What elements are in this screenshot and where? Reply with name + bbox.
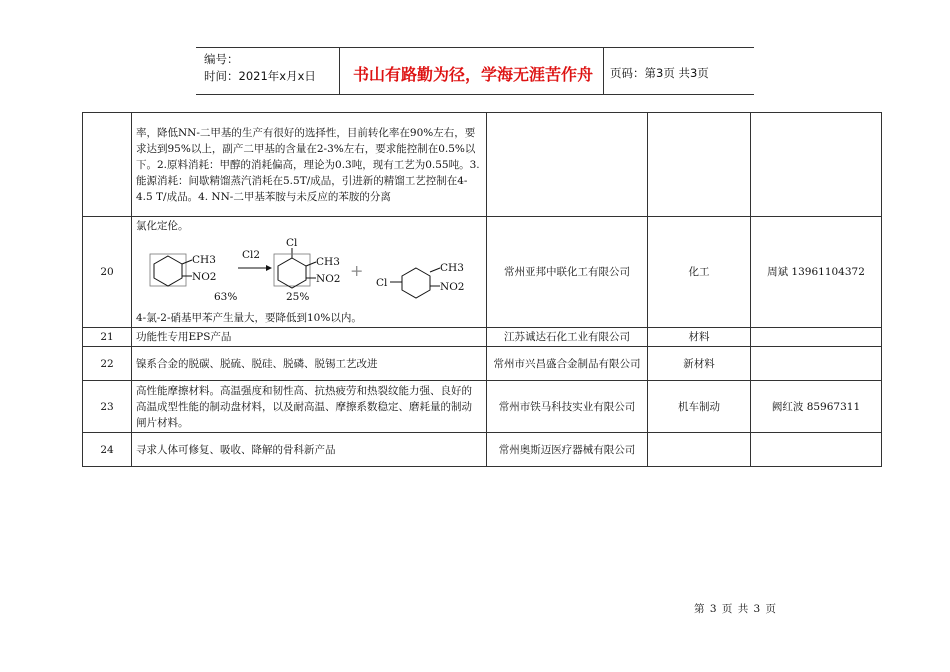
row-company: 常州市铁马科技实业有限公司 <box>487 381 648 433</box>
row-contact: 阙红波 85967311 <box>751 381 882 433</box>
row-industry <box>648 113 751 217</box>
time-label: 时间：2021年x月x日 <box>204 69 316 83</box>
benzene-ring <box>154 256 182 286</box>
row-industry: 化工 <box>648 217 751 328</box>
cl-label: Cl <box>286 237 298 249</box>
no2-label: NO2 <box>192 271 217 283</box>
table-row <box>83 113 882 217</box>
reaction-scheme <box>136 236 482 308</box>
header-page-info: 页码：第3页 共3页 <box>610 66 709 80</box>
row-number: 24 <box>83 433 132 467</box>
row-company: 常州奥斯迈医疗器械有限公司 <box>487 433 648 467</box>
document-header <box>196 47 754 95</box>
table-row <box>83 433 882 467</box>
row-contact <box>751 433 882 467</box>
yield-63: 63% <box>214 291 238 303</box>
table-row <box>83 328 882 347</box>
row-contact <box>751 328 882 347</box>
row-industry <box>648 433 751 467</box>
row-industry: 新材料 <box>648 347 751 381</box>
table-row <box>83 381 882 433</box>
row-company <box>487 113 648 217</box>
page-footer: 第 3 页 共 3 页 <box>694 603 778 615</box>
benzene-ring <box>278 258 306 288</box>
row-contact <box>751 347 882 381</box>
no2-label: NO2 <box>316 273 341 285</box>
number-label: 编号： <box>204 52 239 66</box>
row-industry: 材料 <box>648 328 751 347</box>
row-industry: 机车制动 <box>648 381 751 433</box>
row-company: 常州亚邦中联化工有限公司 <box>487 217 648 328</box>
header-meta <box>204 51 316 85</box>
reactant-frame <box>150 254 186 286</box>
ch3-label: CH3 <box>440 262 464 274</box>
row-description: 寻求人体可修复、吸收、降解的骨科新产品 <box>132 433 487 467</box>
yield-25: 25% <box>286 291 310 303</box>
row-description: 功能性专用EPS产品 <box>132 328 487 347</box>
row-description <box>132 217 487 328</box>
row-number: 20 <box>83 217 132 328</box>
row-contact: 周斌 13961104372 <box>751 217 882 328</box>
ch3-label: CH3 <box>316 256 340 268</box>
row-description: 高性能摩擦材料。高温强度和韧性高、抗热疲劳和热裂纹能力强、良好的高温成型性能的制动盘材料，以及耐高温、摩擦系数稳定、磨耗量的制动闸片材料。 <box>132 381 487 433</box>
row-number: 21 <box>83 328 132 347</box>
row-number: 23 <box>83 381 132 433</box>
table-row <box>83 217 882 328</box>
row-number: 22 <box>83 347 132 381</box>
cl-label: Cl <box>376 277 388 289</box>
row-description: 率，降低NN-二甲基的生产有很好的选择性，目前转化率在90%左右，要求达到95%以上，副产二甲基的含量在2-3%左右，要求能控制在0.5%以下。2.原料消耗：甲醇的消耗偏高，理论为0.3吨，现有工艺为0.55吨。3.能源消耗：间歇精馏蒸汽消耗在5.5T/成品，引进新的精馏工艺控制在4-4.5 T/成品。4. NN-二甲基苯胺与未反应的苯胺的分离 <box>132 113 487 217</box>
reaction-intro: 氯化定伦。 <box>136 220 189 232</box>
ch3-label: CH3 <box>192 254 216 266</box>
header-motto: 书山有路勤为径，学海无涯苦作舟 <box>352 65 593 84</box>
row-company: 常州市兴昌盛合金制品有限公司 <box>487 347 648 381</box>
reaction-note: 4-氯-2-硝基甲苯产生量大，要降低到10%以内。 <box>136 312 362 324</box>
header-divider <box>339 48 340 94</box>
plus-sign: + <box>350 261 364 280</box>
benzene-ring <box>402 268 430 298</box>
header-divider <box>603 48 604 94</box>
reagent-label: Cl2 <box>242 249 261 261</box>
row-company: 江苏诚达石化工业有限公司 <box>487 328 648 347</box>
project-table <box>82 112 882 467</box>
row-description: 镍系合金的脱碳、脱硫、脱硅、脱磷、脱锡工艺改进 <box>132 347 487 381</box>
no2-label: NO2 <box>440 281 465 293</box>
row-number <box>83 113 132 217</box>
row-contact <box>751 113 882 217</box>
table-row <box>83 347 882 381</box>
